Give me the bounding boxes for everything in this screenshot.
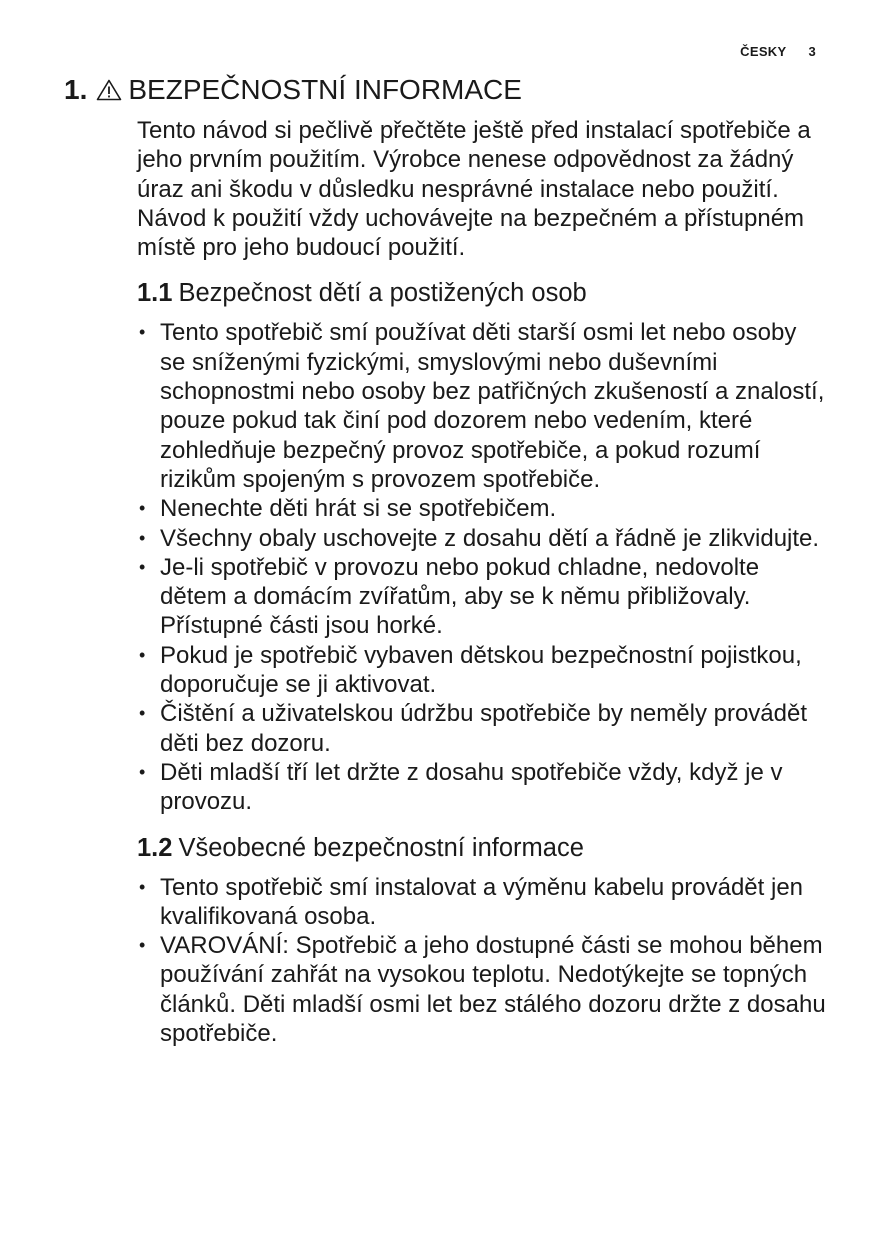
warning-triangle-icon [96, 79, 122, 101]
intro-paragraph: Tento návod si pečlivě přečtěte ještě před instalací spotřebiče a jeho prvním použitím. Výrobce nenese odpovědnost za žádný úraz ani škodu v důsledku nesprávné instalace nebo použití. Návod k použití vždy uchovávejte na bezpečném a přístupném místě pro jeho budoucí použití. [137, 117, 811, 262]
bullet-list-general-safety [137, 873, 827, 1049]
chapter-title [64, 74, 522, 106]
list-item [137, 931, 827, 1048]
list-item-text: VAROVÁNÍ: Spotřebič a jeho dostupné části se mohou během používání zahřát na vysokou teplotu. Nedotýkejte se topných článků. Děti mladší osmi let bez stálého dozoru držte z dosahu spotřebiče. [160, 932, 826, 1048]
section-number: 1.2 [137, 833, 173, 862]
list-item-text: Je-li spotřebič v provozu nebo pokud chladne, nedovolte dětem a domácím zvířatům, aby se k němu přibližovaly. Přístupné části jsou horké. [160, 553, 760, 640]
bullet-icon: • [139, 876, 146, 897]
list-item [137, 641, 827, 700]
bullet-icon: • [139, 644, 146, 665]
section-title-text: Všeobecné bezpečnostní informace [178, 833, 584, 862]
list-item [137, 318, 827, 494]
bullet-icon: • [139, 322, 146, 343]
list-item-text: Pokud je spotřebič vybaven dětskou bezpečnostní pojistkou, doporučuje se ji aktivovat. [160, 641, 802, 699]
section-number: 1.1 [137, 279, 173, 308]
list-item-text: Tento spotřebič smí instalovat a výměnu kabelu provádět jen kvalifikovaná osoba. [160, 873, 804, 930]
bullet-icon: • [139, 527, 146, 548]
list-item [137, 524, 827, 553]
list-item [137, 553, 827, 641]
list-item [137, 758, 827, 817]
language-label: ČESKY [740, 44, 787, 59]
list-item-text: Nenechte děti hrát si se spotřebičem. [160, 495, 557, 523]
list-item [137, 873, 827, 932]
chapter-title-text: BEZPEČNOSTNÍ INFORMACE [128, 74, 522, 105]
page-header [740, 44, 816, 59]
list-item-text: Všechny obaly uschovejte z dosahu dětí a řádně je zlikvidujte. [160, 524, 820, 552]
list-item [137, 494, 827, 523]
bullet-icon: • [139, 703, 146, 724]
content [137, 116, 827, 1048]
bullet-list-children-safety [137, 318, 827, 816]
chapter-number: 1. [64, 74, 88, 105]
bullet-icon: • [139, 498, 146, 519]
bullet-icon: • [139, 556, 146, 577]
list-item-text: Děti mladší tří let držte z dosahu spotřebiče vždy, když je v provozu. [160, 758, 783, 816]
section-title-text: Bezpečnost dětí a postižených osob [178, 279, 587, 308]
section-title-1-1 [137, 279, 827, 308]
page-number: 3 [808, 44, 816, 59]
list-item [137, 699, 827, 758]
section-title-1-2 [137, 834, 827, 863]
bullet-icon: • [139, 761, 146, 782]
list-item-text: Tento spotřebič smí používat děti starší osmi let nebo osoby se sníženými fyzickými, smyslovými nebo duševními schopnostmi nebo osoby bez patřičných zkušeností a znalostí, pouze pokud tak činí pod dozorem nebo vedením, které zohledňuje bezpečný provoz spotřebiče, a pokud rozumí rizikům spojeným s provozem spotřebiče. [160, 319, 825, 493]
list-item-text: Čištění a uživatelskou údržbu spotřebiče by neměly provádět děti bez dozoru. [160, 700, 808, 757]
bullet-icon: • [139, 935, 146, 956]
